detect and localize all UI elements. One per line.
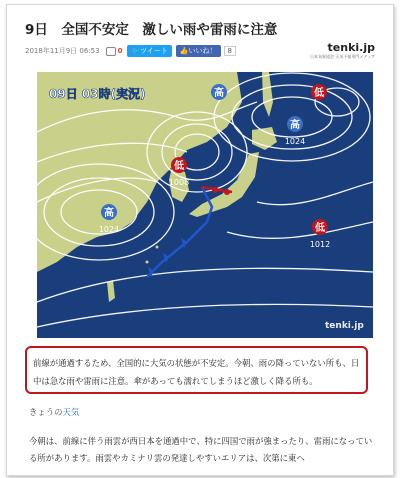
svg-text:低: 低 <box>174 161 184 172</box>
like-count: 8 <box>224 46 236 56</box>
comment-count[interactable]: 0 <box>117 47 123 55</box>
svg-text:高: 高 <box>214 88 224 99</box>
svg-text:1024: 1024 <box>284 137 306 146</box>
tenki-logo[interactable] <box>310 41 375 60</box>
twitter-bird-icon: 🐦 <box>131 47 141 55</box>
thumbs-up-icon: 👍 <box>179 47 189 55</box>
tweet-label: ツイート <box>140 47 168 55</box>
map-watermark: tenki.jp <box>325 321 364 331</box>
high-pressure-marker-1 <box>211 84 227 100</box>
weather-map-svg <box>37 72 373 338</box>
summary-box <box>25 346 368 394</box>
summary-text: 前線が通過するため、全国的に大気の状態が不安定。今朝、雨の降っていない所も、日中は急な雨や雷雨に注意。傘があっても濡れてしまうほど激しく降る所も。 <box>33 358 360 386</box>
brand-name: tenki.jp <box>327 41 375 54</box>
like-button[interactable] <box>176 45 221 57</box>
svg-text:高: 高 <box>104 208 114 219</box>
svg-text:1024: 1024 <box>98 225 120 234</box>
low-pressure-marker-1 <box>311 84 327 100</box>
svg-text:低: 低 <box>315 223 325 234</box>
svg-text:高: 高 <box>290 120 300 131</box>
article-body: 今朝は、前線に伴う雨雲が西日本を通過中で、特に四国で雨が強まったり、雷雨になっている所があります。雨雲やカミナリ雲の発達しやすいエリアは、次第に東へ <box>29 436 373 463</box>
svg-text:低: 低 <box>314 88 324 99</box>
article-card <box>6 4 394 476</box>
link-prefix: きょうの <box>29 407 63 417</box>
tweet-button[interactable] <box>127 45 171 57</box>
article-date: 2018年11月9日 06:53 <box>25 47 100 55</box>
map-timestamp: 09日 03時(実況) <box>49 87 146 101</box>
brand-tagline: 日本気象協会 天気予報専門メディア <box>310 54 375 59</box>
weather-link[interactable]: 天気 <box>62 407 80 417</box>
today-weather-line <box>29 406 79 418</box>
article-title: 9日 全国不安定 激しい雨や雷雨に注意 <box>25 22 278 38</box>
svg-text:1012: 1012 <box>309 240 331 249</box>
weather-map <box>37 72 373 338</box>
article-meta <box>25 45 236 57</box>
svg-text:1008: 1008 <box>168 178 190 187</box>
like-label: いいね！ <box>188 47 217 55</box>
comment-icon[interactable] <box>106 47 116 56</box>
